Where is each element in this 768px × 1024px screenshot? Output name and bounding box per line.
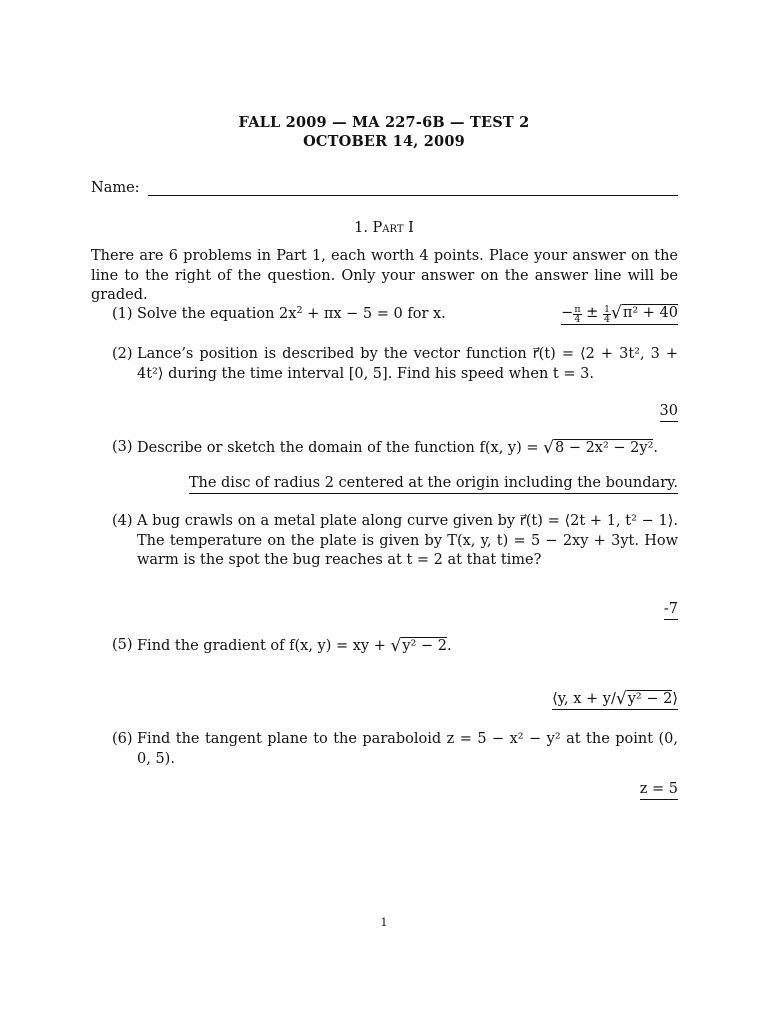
problem-text: Lance’s position is described by the vector function r⃗(t) = ⟨2 + 3t², 3 + 4t²⟩ during the time interval [0, 5]. Find his speed when t = 3.: [137, 346, 678, 382]
problem-text: Solve the equation $2x^2 + \pi x - 5 = 0$ for x.: [137, 305, 446, 322]
problem-text: Find the gradient of f(x, y) = xy + √y² − 2.: [137, 636, 452, 656]
exam-date: OCTOBER 14, 2009: [303, 133, 465, 150]
problem-number: (4): [112, 513, 133, 529]
problem-6: [112, 730, 678, 769]
answer-3: The disc of radius 2 centered at the origin including the boundary.: [189, 474, 678, 494]
problem-2: [112, 345, 678, 384]
problem-text: Find the tangent plane to the paraboloid z = 5 − x² − y² at the point (0, 0, 5).: [137, 731, 678, 767]
problem-text: Describe or sketch the domain of the function f(x, y) = √8 − 2x² − 2y².: [137, 438, 658, 458]
section-title: Part I: [372, 220, 414, 236]
problem-number: (5): [112, 637, 133, 653]
problem-4: [112, 512, 678, 571]
page-number: 1: [380, 916, 388, 929]
answer-6: z = 5: [640, 780, 678, 800]
exam-title: FALL 2009 — MA 227-6B — TEST 2: [238, 114, 530, 131]
answer-4: -7: [664, 600, 678, 620]
problem-number: (1): [112, 306, 133, 322]
problem-3: [112, 438, 678, 459]
problem-5: [112, 636, 678, 657]
answer-2: 30: [660, 402, 678, 422]
problem-number: (2): [112, 346, 133, 362]
section-heading: [0, 220, 768, 236]
instructions: There are 6 problems in Part 1, each worth 4 points. Place your answer on the line to the right of the question. Only your answer on the answer line will be graded.: [91, 248, 678, 303]
name-blank-line[interactable]: [148, 181, 678, 196]
name-label: Name:: [91, 180, 140, 196]
name-field: [91, 180, 678, 196]
answer-1: − $\frac{\pi}{4}$ ± $\frac{1}{4}$ √π² + 40: [561, 303, 678, 325]
problem-number: (3): [112, 439, 133, 455]
problem-number: (6): [112, 731, 133, 747]
answer-5: ⟨y, x + y/√y² − 2⟩: [552, 689, 678, 709]
problem-text: A bug crawls on a metal plate along curve given by r⃗(t) = ⟨2t + 1, t² − 1⟩. The temperature on the plate is given by T(x, y, t) = 5 − 2xy + 3yt. How warm is the spot the bug reaches at t = 2 at that time?: [137, 513, 678, 568]
section-number: 1.: [354, 220, 368, 236]
